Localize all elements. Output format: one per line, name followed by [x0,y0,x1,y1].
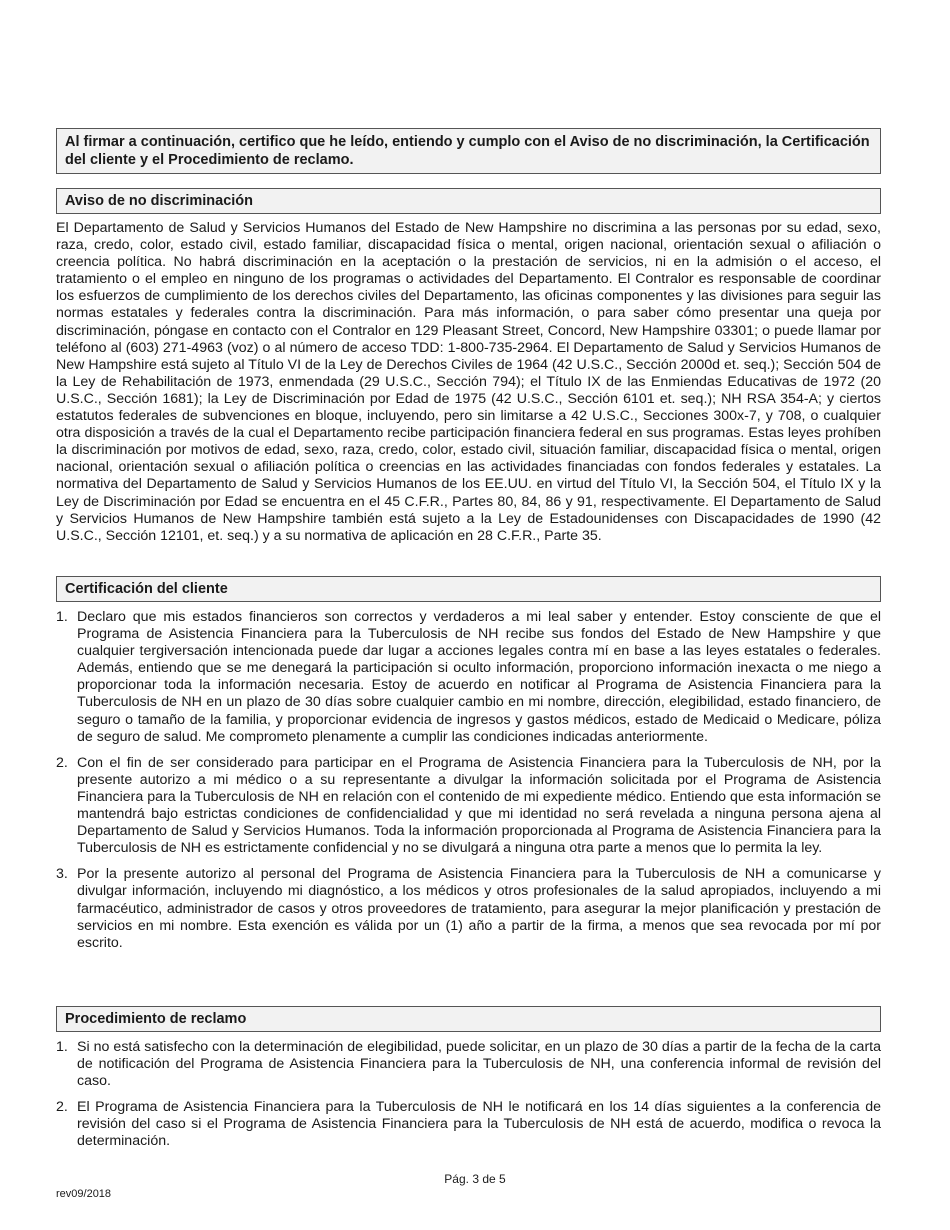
list-item [56,609,881,746]
item-text: Declaro que mis estados financieros son correctos y verdaderos a mi leal saber y entender. Estoy consciente de que el Programa de Asistencia Financiera para la Tuberculosis de NH recibe sus fondos del Estado de New Hampshire y que cualquier tergiversación intencionada puede dar lugar a acciones legales contra mí en base a las leyes estatales o federales. Además, entiendo que se me denegará la participación si oculto información, proporciono información inexacta o me niego a proporcionar toda la información necesaria. Estoy de acuerdo en notificar al Programa de Asistencia Financiera para la Tuberculosis de NH en un plazo de 30 días sobre cualquier cambio en mi nombre, dirección, elegibilidad, estado financiero, de seguro o tamaño de la familia, y proporcionar evidencia de ingresos y gastos médicos, estado de Medicaid o Medicare, póliza de seguro de salud. Me comprometo plenamente a cumplir las condiciones indicadas anteriormente. [77,609,881,745]
list-item [56,1039,881,1090]
section-header-client-certification: Certificación del cliente [56,576,881,602]
procedure-list [56,1039,881,1160]
item-text: Por la presente autorizo al personal del Programa de Asistencia Financiera para la Tuberculosis de NH a comunicarse y divulgar información, incluyendo mi diagnóstico, a los médicos y otros profesionales de la salud apropiados, incluyendo a mi farmacéutico, administrador de casos y otros proveedores de tratamiento, para asegurar la mejor planificación y prestación de servicios en mi nombre. Esta exención es válida por un (1) año a partir de la firma, a menos que sea revocada por mí por escrito. [77,866,881,951]
item-number: 3. [56,866,68,883]
list-item [56,755,881,858]
item-text: Si no está satisfecho con la determinación de elegibilidad, puede solicitar, en un plazo de 30 días a partir de la fecha de la carta de notificación del Programa de Asistencia Financiera para la Tuberculosis de NH, una conferencia informal de revisión del caso. [77,1039,881,1090]
item-number: 1. [56,1039,68,1055]
item-number: 2. [56,1099,68,1116]
item-text: El Programa de Asistencia Financiera para la Tuberculosis de NH le notificará en los 14 días siguientes a la conferencia de revisión del caso si el Programa de Asistencia Financiera para la Tuberculosis de NH está de acuerdo, modifica o revoca la determinación. [77,1099,881,1150]
revision-label: rev09/2018 [56,1188,112,1200]
certification-list [56,609,881,961]
list-item [56,866,881,951]
page-number: Pág. 3 de 5 [444,1172,506,1186]
acknowledgement-box: Al firmar a continuación, certifico que he leído, entiendo y cumplo con el Aviso de no discriminación, la Certificación del cliente y el Procedimiento de reclamo. [56,128,881,174]
section-header-non-discrimination: Aviso de no discriminación [56,188,881,214]
section-header-complaint-procedure: Procedimiento de reclamo [56,1006,881,1032]
list-item [56,1099,881,1150]
item-number: 1. [56,609,68,625]
non-discrimination-text: El Departamento de Salud y Servicios Humanos del Estado de New Hampshire no discrimina a las personas por su edad, sexo, raza, credo, color, estado civil, estado familiar, discapacidad física o mental, origen nacional, orientación sexual o afiliación o creencia política. No habrá discriminación en la aceptación o la prestación de servicios, ni en la admisión o el acceso, el tratamiento o el empleo en ninguno de los programas o actividades del Departamento. El Contralor es responsable de coordinar los esfuerzos de cumplimiento de los derechos civiles del Departamento, las oficinas componentes y las divisiones para seguir las normas estatales y federales contra la discriminación. Para más información, o para saber cómo presentar una queja por discriminación, póngase en contacto con el Contralor en 129 Pleasant Street, Concord, New Hampshire 03301; o puede llamar por teléfono al (603) 271-4963 (voz) o al número de acceso TDD: 1-800-735-2964. El Departamento de Salud y Servicios Humanos de New Hampshire está sujeto al Título VI de la Ley de Derechos Civiles de 1964 (42 U.S.C., Sección 2000d et. seq.); Sección 504 de la Ley de Rehabilitación de 1973, enmendada (29 U.S.C., Sección 794); el Título IX de las Enmiendas Educativas de 1972 (20 U.S.C., Sección 1681); la Ley de Discriminación por Edad de 1975 (42 U.S.C., Sección 6101 et. seq.); NH RSA 354-A; y ciertos estatutos federales de subvenciones en bloque, incluyendo, pero sin limitarse a 42 U.S.C., Secciones 300x-7, y 708, o cualquier otra disposición a través de la cual el Departamento recibe participación financiera federal en sus programas. Estas leyes prohíben la discriminación por motivos de edad, sexo, raza, credo, color, estado civil, situación familiar, discapacidad física o mental, origen nacional, orientación sexual o afiliación política o creencias en las actividades financiadas con fondos federales y estatales. La normativa del Departamento de Salud y Servicios Humanos de los EE.UU. en virtud del Título VI, la Sección 504, el Título IX y la Ley de Discriminación por Edad se encuentra en el 45 C.F.R., Partes 80, 84, 86 y 91, respectivamente. El Departamento de Salud y Servicios Humanos de New Hampshire también está sujeto a la Ley de Estadounidenses con Discapacidades de 1990 (42 U.S.C., Sección 12101, et. seq.) y a su normativa de aplicación en 28 C.F.R., Parte 35. [56,220,881,544]
item-number: 2. [56,754,68,771]
item-text: Con el fin de ser considerado para participar en el Programa de Asistencia Financiera para la Tuberculosis de NH, por la presente autorizo a mi médico o a su representante a divulgar la información solicitada por el Programa de Asistencia Financiera para la Tuberculosis de NH en relación con el contenido de mi expediente médico. Entiendo que esta información se mantendrá bajo estrictas condiciones de confidencialidad y que mi identidad no será revelada a ninguna persona ajena al Departamento de Salud y Servicios Humanos. Toda la información proporcionada al Programa de Asistencia Financiera para la Tuberculosis de NH es estrictamente confidencial y no se divulgará a ninguna otra parte a menos que lo permita la ley. [77,754,881,857]
